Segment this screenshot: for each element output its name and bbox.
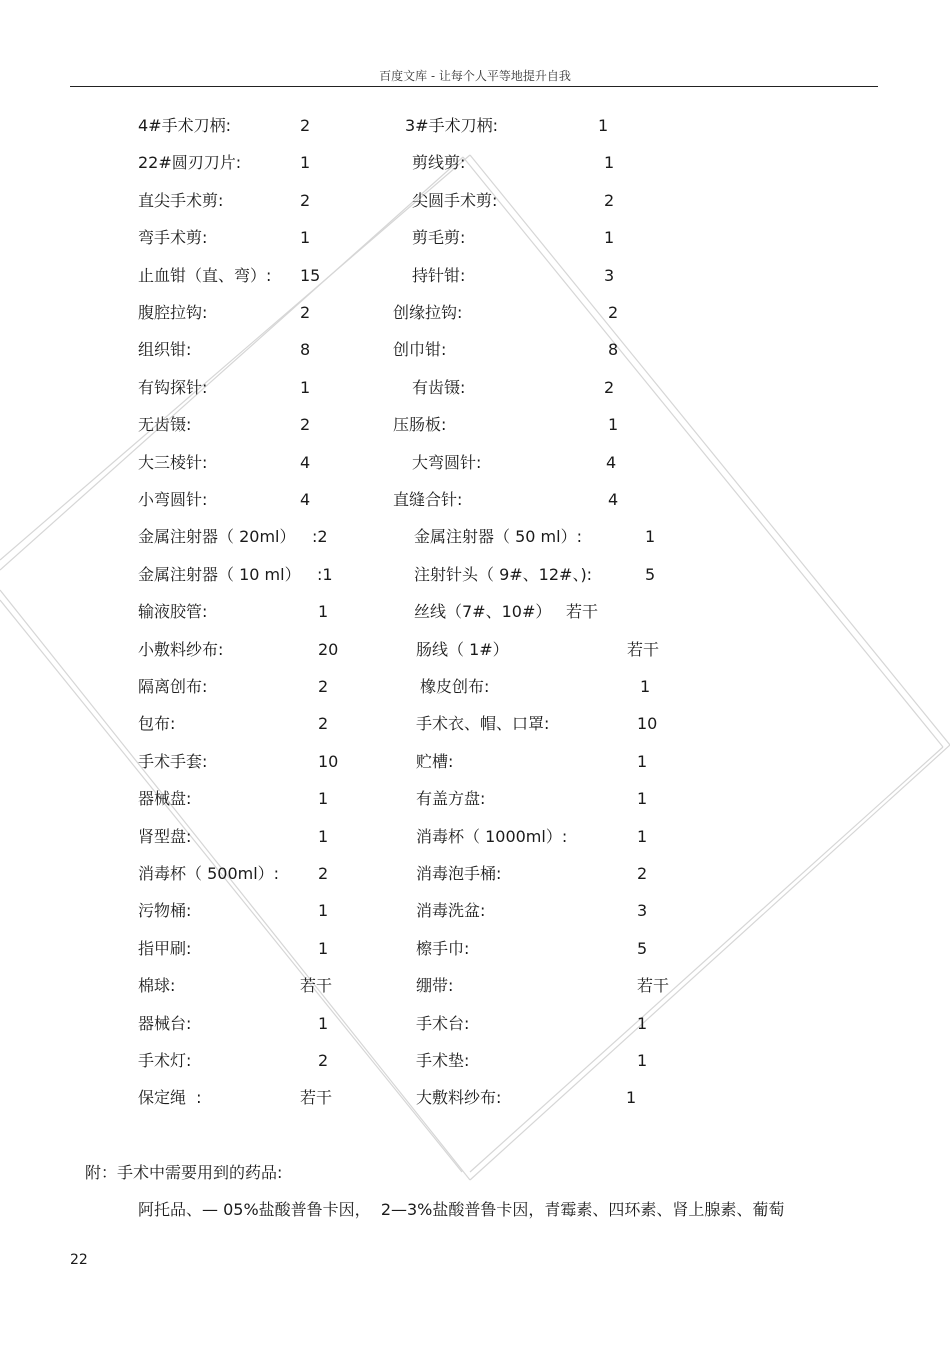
item-name-left: 手术灯: — [138, 1051, 192, 1070]
item-qty-right: 若干 — [566, 602, 599, 621]
item-qty-left: 2 — [318, 677, 329, 696]
item-name-left: 大三棱针: — [138, 453, 208, 472]
item-name-left: 包布: — [138, 714, 176, 733]
item-name-left: 金属注射器（ 10 ml） — [138, 565, 301, 584]
item-name-right: 注射针头（ 9#、12#、): — [414, 565, 593, 584]
item-qty-right: 1 — [626, 1088, 637, 1107]
item-name-right: 直缝合针: — [393, 490, 463, 509]
item-qty-left: 4 — [300, 490, 311, 509]
item-qty-right: 1 — [637, 752, 648, 771]
item-name-left: 输液胶管: — [138, 602, 208, 621]
item-name-left: 小弯圆针: — [138, 490, 208, 509]
item-qty-left: 2 — [300, 116, 311, 135]
item-qty-right: 1 — [598, 116, 609, 135]
item-qty-left: 4 — [300, 453, 311, 472]
item-qty-right: 1 — [645, 527, 656, 546]
item-name-right: 手术台: — [416, 1014, 470, 1033]
item-name-left: 金属注射器（ 20ml） — [138, 527, 296, 546]
appendix-body: 阿托品、— 05%盐酸普鲁卡因， 2—3%盐酸普鲁卡因，青霉素、四环素、肾上腺素、葡萄 — [138, 1200, 785, 1219]
item-name-left: 手术手套: — [138, 752, 208, 771]
item-qty-right: 3 — [604, 266, 615, 285]
item-name-left: 弯手术剪: — [138, 228, 208, 247]
item-name-right: 创巾钳: — [393, 340, 447, 359]
item-qty-right: 1 — [637, 827, 648, 846]
item-qty-left: 1 — [318, 789, 329, 808]
item-qty-left: 10 — [318, 752, 339, 771]
item-name-right: 贮槽: — [416, 752, 454, 771]
item-name-right: 手术衣、帽、口罩: — [416, 714, 550, 733]
appendix-title: 附：手术中需要用到的药品: — [85, 1163, 283, 1182]
item-name-right: 消毒洗盆: — [416, 901, 486, 920]
item-name-left: 止血钳（直、弯）: — [138, 266, 272, 285]
item-qty-right: 8 — [608, 340, 619, 359]
item-qty-right: 2 — [604, 191, 615, 210]
item-name-left: 直尖手术剪: — [138, 191, 224, 210]
item-name-left: 4#手术刀柄: — [138, 116, 231, 135]
item-qty-right: 2 — [604, 378, 615, 397]
item-qty-right: 1 — [637, 789, 648, 808]
item-qty-left: 15 — [300, 266, 321, 285]
item-qty-left: 若干 — [300, 1088, 333, 1107]
item-name-left: 腹腔拉钩: — [138, 303, 208, 322]
item-qty-left: 2 — [318, 1051, 329, 1070]
page-number: 22 — [70, 1252, 88, 1268]
item-qty-left: 2 — [300, 303, 311, 322]
item-qty-left: 1 — [318, 939, 329, 958]
item-name-left: 棉球: — [138, 976, 176, 995]
item-qty-right: 1 — [640, 677, 651, 696]
item-qty-left: 1 — [300, 153, 311, 172]
item-name-left: 隔离创布: — [138, 677, 208, 696]
item-qty-right: 1 — [637, 1014, 648, 1033]
item-name-left: 消毒杯（ 500ml）: — [138, 864, 280, 883]
item-name-right: 尖圆手术剪: — [412, 191, 498, 210]
item-name-left: 有钩探针: — [138, 378, 208, 397]
item-name-left: 小敷料纱布: — [138, 640, 224, 659]
item-qty-right: 1 — [604, 228, 615, 247]
item-name-left: 组织钳: — [138, 340, 192, 359]
item-name-left: 22#圆刃刀片: — [138, 153, 242, 172]
item-qty-left: 1 — [318, 1014, 329, 1033]
item-name-right: 大弯圆针: — [412, 453, 482, 472]
page-header: 百度文库 - 让每个人平等地提升自我 — [379, 69, 571, 83]
item-qty-right: 2 — [608, 303, 619, 322]
item-name-right: 剪毛剪: — [412, 228, 466, 247]
item-qty-right: 1 — [608, 415, 619, 434]
item-qty-right: 4 — [608, 490, 619, 509]
item-name-left: 器械台: — [138, 1014, 192, 1033]
item-name-right: 消毒杯（ 1000ml）: — [416, 827, 568, 846]
item-qty-left: :2 — [312, 527, 328, 546]
item-name-right: 大敷料纱布: — [416, 1088, 502, 1107]
item-qty-left: 若干 — [300, 976, 333, 995]
item-name-left: 污物桶: — [138, 901, 192, 920]
item-qty-right: 1 — [637, 1051, 648, 1070]
item-name-left: 无齿镊: — [138, 415, 192, 434]
item-qty-left: 2 — [318, 714, 329, 733]
item-name-left: 保定绳 : — [138, 1088, 202, 1107]
item-name-right: 有齿镊: — [412, 378, 466, 397]
item-qty-right: 1 — [604, 153, 615, 172]
item-name-right: 持针钳: — [412, 266, 466, 285]
item-name-right: 绷带: — [416, 976, 454, 995]
item-name-left: 器械盘: — [138, 789, 192, 808]
item-qty-left: 1 — [318, 827, 329, 846]
header-rule — [70, 86, 878, 87]
item-qty-right: 5 — [645, 565, 656, 584]
item-qty-left: 8 — [300, 340, 311, 359]
item-qty-right: 3 — [637, 901, 648, 920]
item-name-right: 剪线剪: — [412, 153, 466, 172]
item-name-right: 有盖方盘: — [416, 789, 486, 808]
item-qty-right: 10 — [637, 714, 658, 733]
item-name-left: 指甲刷: — [138, 939, 192, 958]
item-qty-left: 1 — [318, 901, 329, 920]
item-qty-left: 2 — [318, 864, 329, 883]
item-name-right: 3#手术刀柄: — [405, 116, 498, 135]
item-name-right: 肠线（ 1#） — [416, 640, 509, 659]
item-qty-right: 4 — [606, 453, 617, 472]
item-qty-left: 2 — [300, 191, 311, 210]
item-qty-left: 1 — [318, 602, 329, 621]
item-name-left: 肾型盘: — [138, 827, 192, 846]
item-name-right: 丝线（7#、10#） — [414, 602, 552, 621]
item-qty-right: 2 — [637, 864, 648, 883]
item-qty-right: 若干 — [627, 640, 660, 659]
item-qty-right: 若干 — [637, 976, 670, 995]
item-name-right: 橡皮创布: — [420, 677, 490, 696]
item-name-right: 手术垫: — [416, 1051, 470, 1070]
item-qty-left: 20 — [318, 640, 339, 659]
item-name-right: 金属注射器（ 50 ml）: — [414, 527, 582, 546]
item-qty-left: 2 — [300, 415, 311, 434]
item-name-right: 压肠板: — [393, 415, 447, 434]
item-qty-left: 1 — [300, 378, 311, 397]
item-qty-right: 5 — [637, 939, 648, 958]
item-name-right: 檫手巾: — [416, 939, 470, 958]
item-qty-left: :1 — [317, 565, 333, 584]
item-name-right: 消毒泡手桶: — [416, 864, 502, 883]
item-name-right: 创缘拉钩: — [393, 303, 463, 322]
item-qty-left: 1 — [300, 228, 311, 247]
